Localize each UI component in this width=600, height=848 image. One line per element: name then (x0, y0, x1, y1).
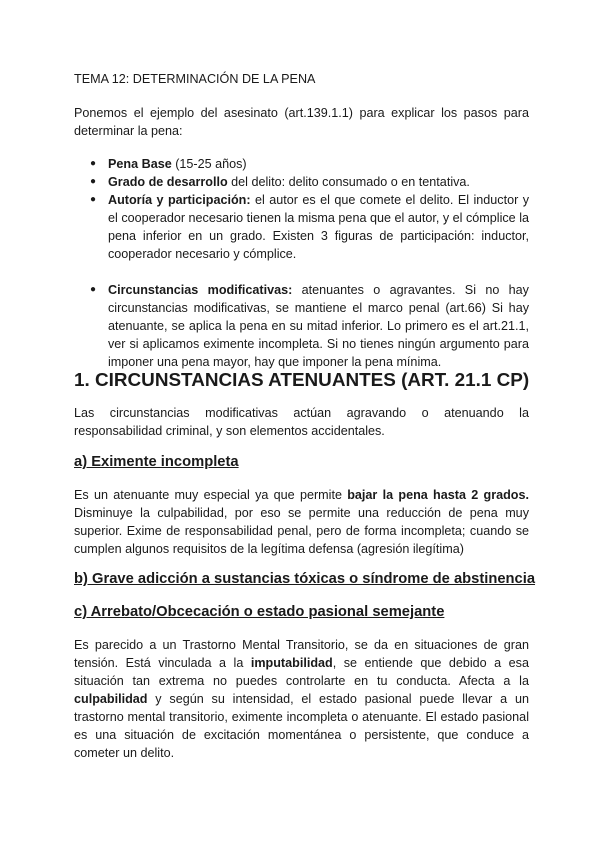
list-item (74, 173, 529, 191)
intro-paragraph: Ponemos el ejemplo del asesinato (art.139.1.1) para explicar los pasos para determinar la pena: (74, 106, 529, 138)
bullet-icon: ● (90, 194, 97, 205)
subsection-a-paragraph: Es un atenuante muy especial ya que permite bajar la pena hasta 2 grados. Disminuye la culpabilidad, por eso se permite una reducción de pena muy superior. Exime de responsabilidad penal, pero de forma incompleta; cuando se cumplen algunos requisitos de la legítima defensa (agresión ilegítima) (74, 488, 529, 556)
subsection-heading-a: a) Eximente incompleta (74, 454, 239, 470)
list-item (74, 155, 529, 173)
list-item-label: Circunstancias modificativas: (108, 283, 293, 297)
list-item-text: el autor es el que comete el delito. El inductor y el cooperador necesario tienen la misma pena que el autor, y el cómplice la pena inferior en un grado. Existen 3 figuras de participación: inductor, cooperador necesario y cómplice. (108, 193, 530, 261)
subsection-heading-b: b) Grave adicción a sustancias tóxicas o síndrome de abstinencia (74, 571, 536, 587)
list-item (74, 191, 529, 263)
list-item (74, 281, 529, 371)
bullet-icon: ● (90, 176, 97, 187)
steps-list (74, 155, 529, 371)
list-item-label: Pena Base (108, 157, 172, 171)
subsection-heading-c: c) Arrebato/Obcecación o estado pasional semejante (74, 604, 445, 620)
bullet-icon: ● (90, 158, 97, 169)
section-heading: 1. CIRCUNSTANCIAS ATENUANTES (ART. 21.1 CP) (74, 370, 530, 391)
subsection-c-paragraph: Es parecido a un Trastorno Mental Transitorio, se da en situaciones de gran tensión. Está vinculada a la imputabilidad, se entiende que debido a esa situación tan extrema no puedes controlarte en tu conducta. Afecta a la culpabilidad y según su intensidad, el estado pasional puede llevar a un trastorno mental transitorio, eximente incompleta o atenuante. El estado pasional es una situación de excitación momentánea o persistente, que conduce a cometer un delito. (74, 638, 529, 760)
list-item-text: (15-25 años) (171, 157, 247, 171)
bullet-icon: ● (90, 284, 97, 295)
list-item-text: del delito: delito consumado o en tentativa. (227, 175, 470, 189)
list-item-label: Grado de desarrollo (108, 175, 228, 189)
section-intro-paragraph: Las circunstancias modificativas actúan agravando o atenuando la responsabilidad criminal, y son elementos accidentales. (74, 406, 529, 438)
list-item-label: Autoría y participación: (108, 193, 251, 207)
page-title: TEMA 12: DETERMINACIÓN DE LA PENA (74, 72, 316, 86)
list-item-text: atenuantes o agravantes. Si no hay circunstancias modificativas, se mantiene el marco penal (art.66) Si hay atenuante, se aplica la pena en su mitad inferior. Lo primero es el art.21.1, ver si aplicamos eximente incompleta. Si no tienes ningún argumento para imponer una pena mayor, hay que imponer la pena mínima. (108, 283, 529, 369)
